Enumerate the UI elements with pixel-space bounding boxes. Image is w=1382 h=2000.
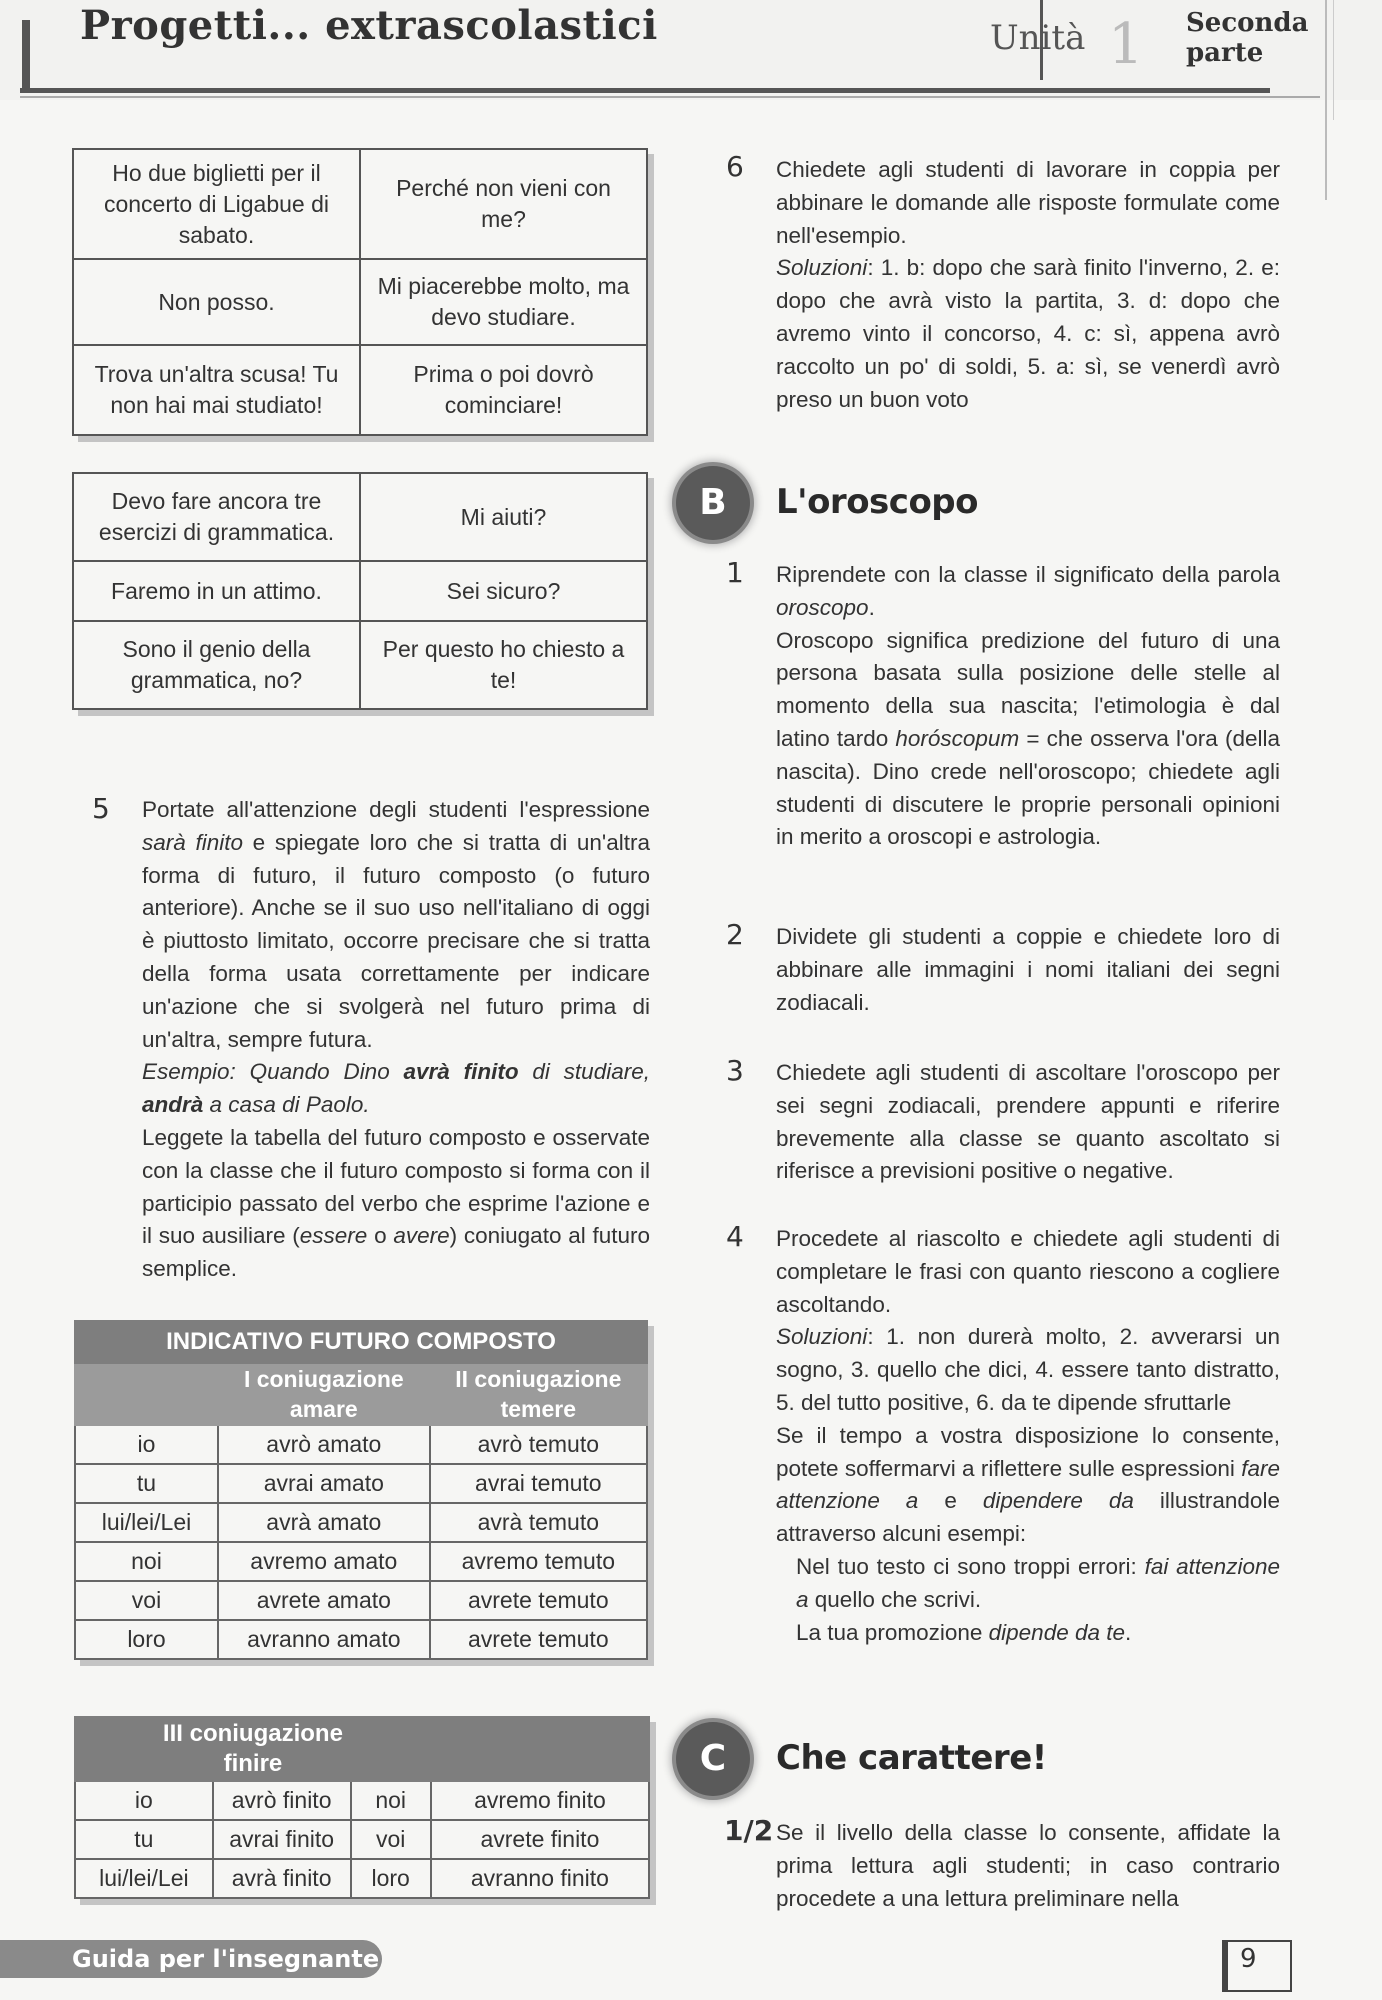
- text-run-italic: dipende da te: [988, 1619, 1126, 1645]
- table-cell: tu: [75, 1464, 218, 1503]
- part-line2: parte: [1186, 38, 1264, 68]
- text-run-italic: a casa di Paolo.: [209, 1092, 370, 1118]
- futuro-composto-table: [74, 1320, 648, 1660]
- item-b1-text: [776, 559, 1280, 854]
- text-run: Se il tempo a vostra disposizione lo consente, potete soffermarvi a riflettere sulle espressioni: [776, 1422, 1280, 1481]
- header-rule: [20, 88, 1270, 93]
- text-run: Portate all'attenzione degli studenti l'espressione: [142, 797, 650, 822]
- header-verb: temere: [500, 1396, 577, 1422]
- table-title: INDICATIVO FUTURO COMPOSTO: [75, 1321, 647, 1363]
- iii-coniugazione-table: [74, 1716, 650, 1899]
- table-row: [75, 1581, 647, 1620]
- table-header-empty: [75, 1363, 218, 1425]
- margin-line-thin: [1333, 0, 1334, 120]
- page-number: 9: [1240, 1944, 1257, 1974]
- table-cell: voi: [75, 1581, 218, 1620]
- page-number-box: [1222, 1940, 1292, 1992]
- table-row: [75, 1542, 647, 1581]
- table-row: [75, 1503, 647, 1542]
- part-label: [1186, 8, 1308, 68]
- table-cell: avrò temuto: [430, 1425, 647, 1464]
- dialog-cell: Non posso.: [73, 259, 360, 345]
- table-row: [75, 1820, 649, 1859]
- text-run: e spiegate loro che si tratta di un'altra forma di futuro, il futuro composto (o futuro anteriore). Anche se il suo uso nell'italiano di oggi è piuttosto limitato, occorre precisare che si tratta della forma usata correttamente per indicare un'azione che si svolgerà nel futuro prima di un'altra, sempre futura.: [142, 829, 650, 1052]
- text-run: Riprendete con la classe il significato della parola: [776, 562, 1280, 587]
- section-badge-c: C: [676, 1722, 750, 1796]
- text-run: Leggete la tabella del futuro composto e osservate con la classe che il futuro composto si forma con il participio passato del verbo che esprime l'azione e il suo ausiliare (: [142, 1124, 650, 1249]
- table-cell: avremo finito: [431, 1781, 649, 1820]
- dialog-cell: Devo fare ancora tre esercizi di grammatica.: [73, 473, 360, 561]
- item-b3-text: Chiedete agli studenti di ascoltare l'oroscopo per sei segni zodiacali, prendere appunti e riferire brevemente alla classe se quanto ascoltato si riferisce a previsioni positive o negative.: [776, 1060, 1280, 1184]
- table-cell: avrete temuto: [430, 1620, 647, 1659]
- table-cell: avrete finito: [431, 1820, 649, 1859]
- table-cell: avranno finito: [431, 1859, 649, 1898]
- text-run: ) coniugato al futuro semplice.: [142, 1223, 650, 1282]
- dialog-cell: Mi aiuti?: [360, 473, 647, 561]
- margin-line: [1325, 0, 1327, 200]
- table-cell: avrete amato: [218, 1581, 430, 1620]
- table-cell: tu: [75, 1820, 213, 1859]
- table-cell: avremo temuto: [430, 1542, 647, 1581]
- text-run: Nel tuo testo ci sono troppi errori:: [796, 1553, 1137, 1579]
- header-left-tab: [22, 20, 30, 88]
- text-run-italic: di studiare,: [532, 1059, 650, 1085]
- item-number: 3: [726, 1054, 744, 1087]
- text-run-italic: dipendere da: [982, 1488, 1134, 1514]
- text-run: quello che scrivi.: [814, 1586, 982, 1612]
- table-row: [75, 1859, 649, 1898]
- dialog-cell: Perché non vieni con me?: [360, 149, 647, 259]
- table-cell: lui/lei/Lei: [75, 1859, 213, 1898]
- text-run: Oroscopo significa predizione del futuro di una persona basata sulla posizione delle stelle al momento della sua nascita; l'etimologia è dal latino tardo: [776, 627, 1280, 751]
- item-number: 1: [726, 556, 744, 589]
- table-header: [430, 1363, 647, 1425]
- text-run-italic: fai attenzione a: [796, 1553, 1280, 1612]
- section-badge-b: B: [676, 466, 750, 540]
- example-2: [776, 1617, 1280, 1650]
- item-c12-text: Se il livello della classe lo consente, affidate la prima lettura agli studenti; in caso contrario procedete a una lettura preliminare nella: [776, 1820, 1280, 1911]
- dialog-cell: Faremo in un attimo.: [73, 561, 360, 621]
- table-row: [75, 1425, 647, 1464]
- table-header: [218, 1363, 430, 1425]
- item-6-text: [776, 154, 1280, 416]
- table-cell: avrete temuto: [430, 1581, 647, 1620]
- table-cell: noi: [75, 1542, 218, 1581]
- text-run: = che osserva l'ora (della nascita). Dino crede nell'oroscopo; chiedete agli studenti di discutere le proprie personali opinioni in merito a oroscopi e astrologia.: [776, 725, 1280, 850]
- table-cell: avrà temuto: [430, 1503, 647, 1542]
- example-1: [776, 1551, 1280, 1617]
- item-number: 1/2: [724, 1814, 774, 1847]
- table-cell: io: [75, 1781, 213, 1820]
- dialog-cell: Ho due biglietti per il concerto di Ligabue di sabato.: [73, 149, 360, 259]
- text-run: .: [1125, 1619, 1132, 1645]
- unit-label: Unità: [990, 18, 1086, 58]
- part-line1: Seconda: [1186, 8, 1309, 38]
- text-run: e: [944, 1488, 957, 1514]
- item-b4-text: [776, 1223, 1280, 1649]
- item-b2-text: Dividete gli studenti a coppie e chiedete loro di abbinare alle immagini i nomi italiani dei segni zodiacali.: [776, 924, 1280, 1015]
- item-number: 2: [726, 918, 744, 951]
- text-run-italic: fare attenzione a: [776, 1455, 1280, 1514]
- header-label: I coniugazione: [243, 1366, 404, 1392]
- dialog-cell: Prima o poi dovrò cominciare!: [360, 345, 647, 435]
- section-title-carattere: Che carattere!: [776, 1738, 1047, 1778]
- text-run-italic: essere: [299, 1223, 368, 1249]
- text-run-italic: oroscopo: [776, 594, 869, 620]
- table-cell: lui/lei/Lei: [75, 1503, 218, 1542]
- table-header: [75, 1717, 431, 1781]
- table-row: [75, 1781, 649, 1820]
- table-row: [75, 1620, 647, 1659]
- text-run: : 1. non durerà molto, 2. avverarsi un sogno, 3. quello che dici, 4. essere tanto distratto, 5. del tutto positive, 6. da te dipende sfruttarle: [776, 1324, 1280, 1415]
- header-label: II coniugazione: [455, 1366, 622, 1392]
- dialog-table-2: [72, 472, 648, 710]
- table-cell: loro: [75, 1620, 218, 1659]
- dialog-cell: Per questo ho chiesto a te!: [360, 621, 647, 709]
- table-cell: io: [75, 1425, 218, 1464]
- table-cell: avrai finito: [213, 1820, 351, 1859]
- dialog-cell: Trova un'altra scusa! Tu non hai mai studiato!: [73, 345, 360, 435]
- dialog-cell: Sei sicuro?: [360, 561, 647, 621]
- text-run-italic: horóscopum: [895, 725, 1020, 751]
- text-run: Procedete al riascolto e chiedete agli studenti di completare le frasi con quanto riescono a cogliere ascoltando.: [776, 1226, 1280, 1317]
- dialog-cell: Sono il genio della grammatica, no?: [73, 621, 360, 709]
- unit-number: 1: [1108, 12, 1144, 77]
- table-header-empty: [431, 1717, 649, 1781]
- text-run-italic: sarà finito: [142, 829, 243, 855]
- header-rule-thin: [20, 96, 1320, 98]
- header-label: III coniugazione: [162, 1720, 343, 1747]
- item-5-text: [142, 794, 650, 1286]
- text-run: : 1. b: dopo che sarà finito l'inverno, 2. e: dopo che avrà visto la partita, 3. d: dopo che avremo vinto il concorso, 4. c: sì, appena avrò raccolto un po' di soldi, 5. a: sì, se venerdì avrò preso un buon voto: [776, 255, 1280, 412]
- text-run-italic: avere: [393, 1223, 450, 1249]
- section-title-oroscopo: L'oroscopo: [776, 482, 979, 522]
- table-cell: loro: [351, 1859, 431, 1898]
- text-run: La tua promozione: [796, 1619, 983, 1645]
- header-verb: amare: [289, 1396, 358, 1422]
- text-run: .: [868, 594, 875, 620]
- table-cell: avrai temuto: [430, 1464, 647, 1503]
- table-cell: avrò amato: [218, 1425, 430, 1464]
- solutions-label: Soluzioni: [776, 255, 868, 281]
- table-cell: avrò finito: [213, 1781, 351, 1820]
- table-cell: avranno amato: [218, 1620, 430, 1659]
- header-verb: finire: [223, 1750, 283, 1777]
- item-number: 4: [726, 1220, 744, 1253]
- text-run: illustrandole attraverso alcuni esempi:: [776, 1488, 1280, 1547]
- item-number: 5: [92, 792, 110, 825]
- text-run-bold: avrà finito: [403, 1059, 519, 1085]
- text-run-italic: Esempio: Quando Dino: [142, 1059, 390, 1085]
- table-cell: voi: [351, 1820, 431, 1859]
- table-cell: avrai amato: [218, 1464, 430, 1503]
- text-run-bold: andrà: [142, 1092, 204, 1118]
- text-run: o: [374, 1223, 387, 1249]
- table-cell: noi: [351, 1781, 431, 1820]
- dialog-cell: Mi piacerebbe molto, ma devo studiare.: [360, 259, 647, 345]
- page-title: Progetti... extrascolastici: [80, 2, 658, 49]
- table-cell: avrà finito: [213, 1859, 351, 1898]
- table-cell: avremo amato: [218, 1542, 430, 1581]
- solutions-label: Soluzioni: [776, 1324, 868, 1350]
- footer-guide: Guida per l'insegnante: [72, 1945, 380, 1973]
- table-row: [75, 1464, 647, 1503]
- dialog-table-1: [72, 148, 648, 436]
- text-run: Chiedete agli studenti di lavorare in coppia per abbinare le domande alle risposte formulate come nell'esempio.: [776, 157, 1280, 248]
- table-cell: avrà amato: [218, 1503, 430, 1542]
- item-number: 6: [726, 150, 744, 183]
